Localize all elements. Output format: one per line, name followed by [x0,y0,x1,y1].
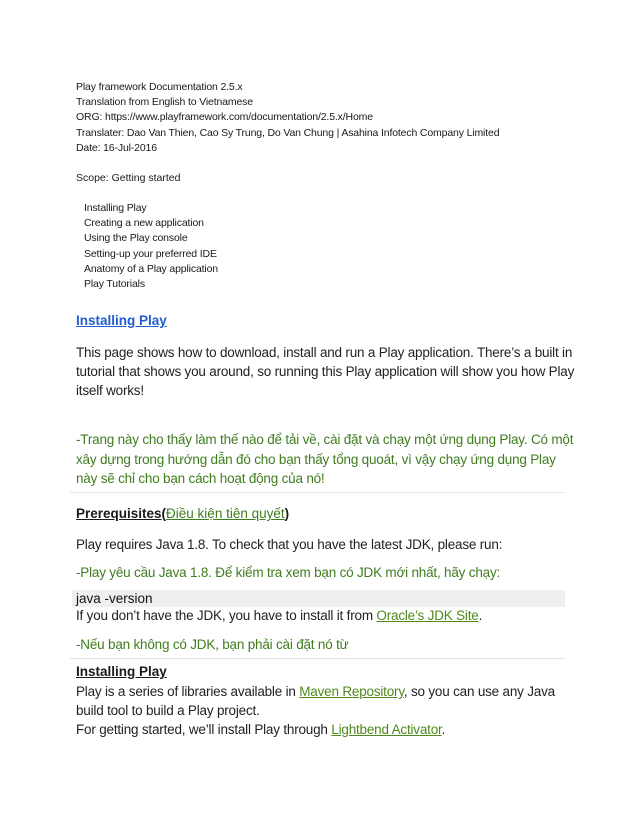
prereq-paragraph: Play requires Java 1.8. To check that you have the latest JDK, please run: [76,537,503,552]
toc-item: Setting-up your preferred IDE [84,247,217,260]
divider [70,492,565,493]
toc-item: Using the Play console [84,232,188,245]
lightbend-activator-link[interactable]: Lightbend Activator [331,722,442,737]
table-of-contents [84,201,218,292]
doc-date: Date: 16-Jul-2016 [76,141,157,154]
doc-translation: Translation from English to Vietnamese [76,96,253,109]
doc-title: Play framework Documentation 2.5.x [76,81,243,93]
doc-scope: Scope: Getting started [76,172,181,184]
no-jdk-period: . [478,608,483,623]
maven-repository-link[interactable]: Maven Repository [299,684,404,699]
prerequisites-heading-en: Prerequisites [76,506,162,521]
toc-item: Anatomy of a Play application [84,262,218,275]
doc-translator: Translater: Dao Van Thien, Cao Sy Trung, Do Van Chung | Asahina Infotech Company Limited [76,126,500,139]
installing-play-heading-2: Installing Play [76,664,167,679]
installing-play-heading: Installing Play [76,313,167,328]
intro-paragraph: This page shows how to download, install and run a Play application. There’s a built in tutorial that shows you around, so running this Play application will show you how Play itself works! [76,345,575,398]
code-text: java -version [76,591,153,606]
prereq-paragraph-vn: -Play yêu cầu Java 1.8. Để kiểm tra xem bạn có JDK mới nhất, hãy chạy: [76,565,501,580]
oracle-jdk-link[interactable]: Oracle’s JDK Site [376,608,479,623]
code-block [72,590,565,607]
toc-item: Play Tutorials [84,278,145,291]
intro-paragraph-vn: -Trang này cho thấy làm thế nào để tải về, cài đặt và chạy một ứng dụng Play. Có một xây dựng trong hướng dẫn đó cho bạn thấy tổng quoát, vì vậy chạy ứng dụng Play này sẽ chỉ cho bạn cách hoạt động của nó! [76,432,574,486]
document-header [76,80,499,156]
toc-item: Creating a new application [84,217,204,230]
no-jdk-paragraph-vn: -Nếu bạn không có JDK, bạn phải cài đặt nó từ [76,637,349,652]
heading-paren-close: ) [284,506,290,521]
install-text-cont: , so you can use any Java build tool to build a Play project. [76,684,555,718]
prerequisites-heading [76,506,289,521]
toc-item: Installing Play [84,202,147,214]
install-paragraph [76,682,576,739]
install-text-2: For getting started, we’ll install Play through [76,722,332,737]
heading-paren-open: ( [161,506,167,521]
no-jdk-paragraph [76,606,576,625]
no-jdk-text: If you don’t have the JDK, you have to install it from [76,608,377,623]
divider [70,658,565,659]
install-text-2-period: . [441,722,446,737]
prerequisites-heading-vn: Điều kiện tiên quyết [166,506,285,521]
doc-org: ORG: https://www.playframework.com/documentation/2.5.x/Home [76,111,373,124]
install-text: Play is a series of libraries available in [76,684,300,699]
